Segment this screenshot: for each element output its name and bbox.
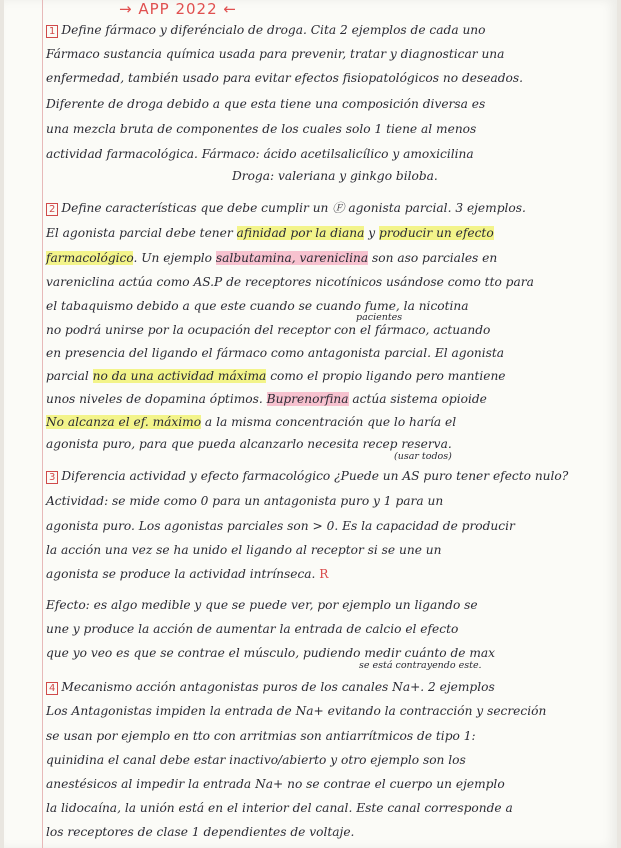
- q2-line: no podrá unirse por la ocupación del receptor con el fármaco, actuando: [46, 323, 491, 337]
- q4-line: anestésicos al impedir la entrada Na+ no se contrae el cuerpo un ejemplo: [46, 777, 505, 791]
- q1-line: enfermedad, también usado para evitar efectos fisiopatológicos no deseados.: [46, 71, 523, 85]
- margin-mark: R: [319, 567, 329, 581]
- margin-line: [42, 0, 43, 848]
- question-4-title: 4 Mecanismo acción antagonistas puros de los canales Na+. 2 ejemplos: [46, 679, 606, 695]
- q1-line: Droga: valeriana y ginkgo biloba.: [232, 169, 438, 183]
- q4-line: la lidocaína, la unión está en el interior del canal. Este canal corresponde a: [46, 801, 513, 815]
- q3-line: Actividad: se mide como 0 para un antagonista puro y 1 para un: [46, 494, 444, 508]
- question-number-2: 2: [46, 203, 58, 216]
- q3-efecto-line: que yo veo es que se contrae el músculo, pudiendo medir cuánto de max: [46, 646, 496, 660]
- q2-line: el tabaquismo debido a que este cuando se cuando fume, la nicotina: [46, 299, 469, 313]
- highlight: salbutamina, vareniclina: [215, 251, 369, 265]
- highlight: farmacológico: [46, 251, 134, 265]
- q3-line: agonista se produce la actividad intrínseca. R: [46, 567, 329, 581]
- q2-line: parcial no da una actividad máxima como el propio ligando pero mantiene: [46, 369, 506, 383]
- q4-line: Los Antagonistas impiden la entrada de Na+ evitando la contracción y secreción: [46, 704, 547, 718]
- q2-line: unos niveles de dopamina óptimos. Buprenorfina actúa sistema opioide: [46, 392, 487, 406]
- q3-efecto-line: Efecto: es algo medible y que se puede ver, por ejemplo un ligando se: [46, 598, 478, 612]
- q4-line: quinidina el canal debe estar inactivo/abierto y otro ejemplo son los: [46, 753, 466, 767]
- highlight: no da una actividad máxima: [92, 369, 267, 383]
- q4-line: los receptores de clase 1 dependientes de voltaje.: [46, 825, 355, 839]
- notebook-page: [4, 0, 617, 848]
- q3-note: se está contrayendo este.: [359, 660, 482, 671]
- q1-line: actividad farmacológica. Fármaco: ácido acetilsalicílico y amoxicilina: [46, 147, 474, 161]
- q4-line: se usan por ejemplo en tto con arritmias son antiarrítmicos de tipo 1:: [46, 729, 476, 743]
- q2-line: en presencia del ligando el fármaco como antagonista parcial. El agonista: [46, 346, 505, 360]
- q3-line: agonista puro. Los agonistas parciales son > 0. Es la capacidad de producir: [46, 519, 515, 533]
- highlight: No alcanza el ef. máximo: [46, 415, 202, 429]
- q1-line: Diferente de droga debido a que esta tiene una composición diversa es: [46, 97, 486, 111]
- q1-line: una mezcla bruta de componentes de los cuales solo 1 tiene al menos: [46, 122, 477, 136]
- page-header: → APP 2022 ←: [119, 0, 237, 18]
- q2-note: pacientes: [356, 312, 403, 323]
- question-number-3: 3: [46, 471, 58, 484]
- highlight: producir un efecto: [379, 226, 494, 240]
- q1-line: Fármaco sustancia química usada para prevenir, tratar y diagnosticar una: [46, 47, 505, 61]
- question-3-title: 3 Diferencia actividad y efecto farmacológico ¿Puede un AS puro tener efecto nulo?: [46, 468, 606, 484]
- question-number-1: 1: [46, 25, 58, 38]
- question-number-4: 4: [46, 682, 58, 695]
- highlight: afinidad por la diana: [236, 226, 365, 240]
- q2-line: vareniclina actúa como AS.P de receptores nicotínicos usándose como tto para: [46, 275, 534, 289]
- question-1-title: 1 Define fármaco y diferéncialo de droga. Cita 2 ejemplos de cada uno: [46, 22, 606, 38]
- q3-efecto-line: une y produce la acción de aumentar la entrada de calcio el efecto: [46, 622, 459, 636]
- q2-line: agonista puro, para que pueda alcanzarlo necesita recep reserva.: [46, 437, 452, 451]
- q2-line: El agonista parcial debe tener afinidad por la diana y producir un efecto: [46, 226, 494, 240]
- q2-line: No alcanza el ef. máximo a la misma concentración que lo haría el: [46, 415, 457, 429]
- question-2-title: 2 Define características que debe cumplir un Ⓕ agonista parcial. 3 ejemplos.: [46, 200, 606, 216]
- highlight: Buprenorfina: [266, 392, 349, 406]
- q2-line: farmacológico. Un ejemplo salbutamina, vareniclina son aso parciales en: [46, 251, 498, 265]
- q2-note: (usar todos): [394, 451, 452, 462]
- q3-line: la acción una vez se ha unido el ligando al receptor si se une un: [46, 543, 442, 557]
